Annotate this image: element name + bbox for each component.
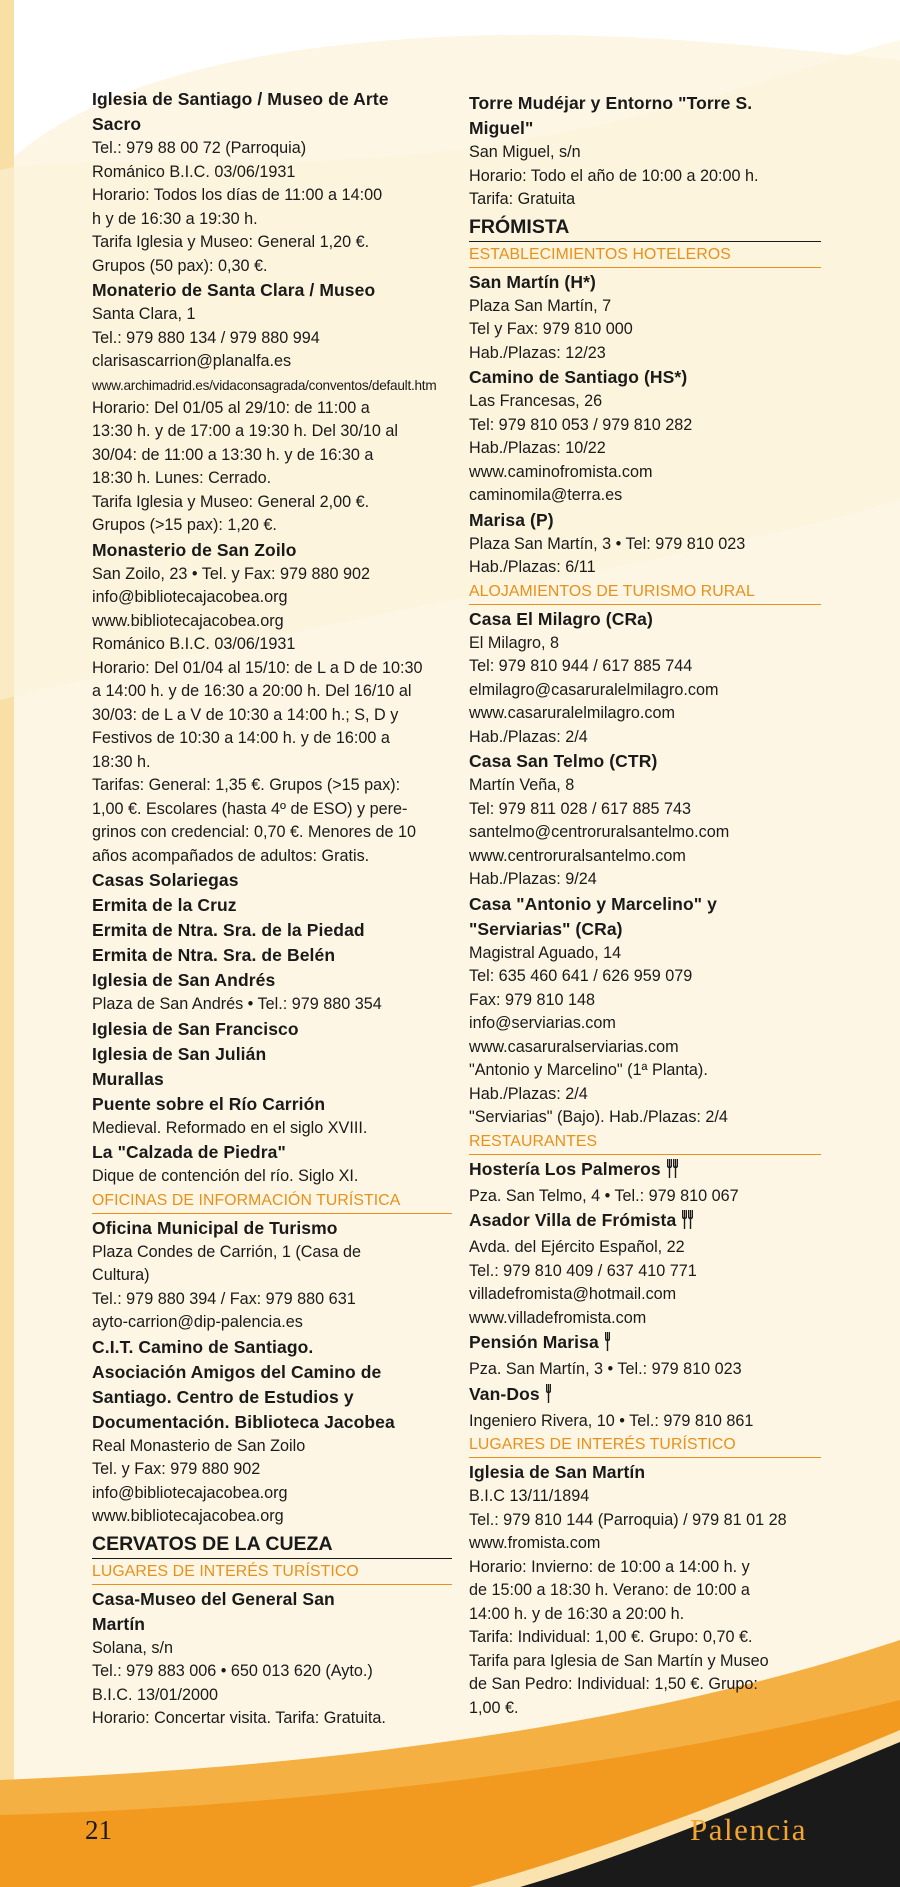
text: OFICINAS DE INFORMACIÓN TURÍSTICA (92, 1191, 401, 1209)
entry-line-small (92, 374, 452, 397)
entry-line (469, 798, 821, 822)
text: Festivos de 10:30 a 14:00 h. y de 16:00 a (92, 729, 390, 747)
text: Hab./Plazas: 2/4 (469, 727, 588, 746)
text: Monaterio de Santa Clara / Museo (92, 280, 376, 300)
text: Tel: 979 811 028 / 617 885 743 (469, 799, 692, 818)
text: Tarifas: General: 1,35 €. Grupos (>15 pax): (92, 776, 401, 794)
entry-line (469, 1579, 821, 1603)
text: Sacro (92, 114, 142, 134)
text: www.fromista.com (469, 1534, 601, 1552)
entry-title (92, 1216, 452, 1241)
entry-title (92, 1092, 452, 1117)
left-column (92, 87, 452, 1731)
text: info@serviarias.com (469, 1014, 616, 1032)
text: Tel. y Fax: 979 880 902 (92, 1460, 261, 1478)
text: Van-Dos (469, 1383, 540, 1404)
text: Ermita de Ntra. Sra. de la Piedad (92, 920, 365, 940)
text: Asociación Amigos del Camino de (92, 1361, 382, 1382)
entry-line (469, 461, 821, 485)
entry-title (92, 943, 452, 968)
entry-title (92, 968, 452, 993)
text: 13:30 h. y de 17:00 a 19:30 h. Del 30/10 al (92, 422, 398, 440)
entry-title (469, 91, 821, 116)
text: Ingeniero Rivera, 10 • Tel.: 979 810 861 (469, 1411, 754, 1430)
text: 14:00 h. y de 16:30 a 20:00 h. (469, 1604, 685, 1623)
text: Iglesia de San Francisco (92, 1018, 299, 1039)
brand-name: Palencia (689, 1812, 807, 1847)
entry-line (469, 390, 821, 414)
text: 18:30 h. (92, 752, 151, 771)
entry-title (92, 1335, 452, 1360)
text: Hab./Plazas: 12/23 (469, 343, 606, 362)
text: Oficina Municipal de Turismo (92, 1217, 338, 1238)
entry-title (469, 892, 821, 917)
entry-line (92, 1637, 452, 1661)
entry-line (92, 420, 452, 444)
entry-line (469, 774, 821, 798)
text: Plaza de San Andrés • Tel.: 979 880 354 (92, 995, 382, 1013)
text: Hab./Plazas: 6/11 (469, 558, 596, 576)
text: Murallas (92, 1068, 164, 1089)
text: Marisa (P) (469, 509, 554, 530)
entry-line (92, 444, 452, 468)
text: Santiago. Centro de Estudios y (92, 1386, 354, 1407)
text: caminomila@terra.es (469, 486, 623, 504)
entry-line (469, 821, 821, 845)
entry-line (469, 295, 821, 319)
text: Iglesia de San Julián (92, 1043, 267, 1064)
entry-line (92, 751, 452, 775)
text: www.bibliotecajacobea.org (92, 1507, 284, 1525)
entry-title (469, 270, 821, 295)
text: Tel.: 979 883 006 • 650 013 620 (Ayto.) (92, 1662, 373, 1680)
entry-line (469, 868, 821, 892)
text: 18:30 h. Lunes: Cerrado. (92, 469, 272, 487)
text: santelmo@centroruralsantelmo.com (469, 823, 730, 841)
entry-title (92, 1140, 452, 1165)
text: 30/03: de L a V de 10:30 a 14:00 h.; S, D y (92, 705, 399, 724)
section-heading (469, 581, 821, 605)
entry-line (469, 165, 821, 189)
text: Hab./Plazas: 9/24 (469, 870, 597, 888)
entry-line (92, 1435, 452, 1459)
text: www.casaruralserviarias.com (469, 1037, 679, 1056)
entry-title (469, 1330, 821, 1358)
entry-line (469, 1185, 821, 1209)
entry-line (92, 303, 452, 327)
entry-title (92, 1410, 452, 1435)
town-heading (92, 1531, 452, 1559)
text: ayto-carrion@dip-palencia.es (92, 1313, 303, 1331)
text: LUGARES DE INTERÉS TURÍSTICO (469, 1436, 736, 1453)
text: Medieval. Reformado en el siglo XVIII. (92, 1118, 368, 1137)
entry-line (92, 586, 452, 610)
text: Casa San Telmo (CTR) (469, 751, 658, 771)
text: Románico B.I.C. 03/06/1931 (92, 635, 296, 653)
entry-line (469, 989, 821, 1013)
text: www.casaruralelmilagro.com (469, 704, 676, 722)
text: Hostería Los Palmeros (469, 1158, 661, 1179)
text: Magistral Aguado, 14 (469, 943, 622, 962)
entry-title (469, 1382, 821, 1410)
entry-line (469, 845, 821, 869)
entry-line (92, 397, 452, 421)
text: Iglesia de San Martín (469, 1462, 646, 1482)
text: Iglesia de Santiago / Museo de Arte (92, 89, 389, 109)
text: "Antonio y Marcelino" (1ª Planta). (469, 1061, 708, 1079)
text: CERVATOS DE LA CUEZA (92, 1532, 333, 1555)
entry-line (92, 1264, 452, 1288)
entry-line (92, 657, 452, 681)
text: Plaza San Martín, 3 • Tel: 979 810 023 (469, 534, 746, 553)
entry-line (92, 350, 452, 374)
entry-line (92, 514, 452, 538)
entry-line (92, 1707, 452, 1731)
text: Tel: 979 810 944 / 617 885 744 (469, 657, 693, 675)
entry-line (469, 1059, 821, 1083)
text: Tarifa: Individual: 1,00 €. Grupo: 0,70 €. (469, 1628, 753, 1646)
entry-line (469, 1283, 821, 1307)
text: Real Monasterio de San Zoilo (92, 1436, 306, 1455)
text: 30/04: de 11:00 a 13:30 h. y de 16:30 a (92, 445, 374, 464)
entry-title (469, 607, 821, 632)
text: Ermita de la Cruz (92, 895, 237, 915)
text: de 15:00 a 18:30 h. Verano: de 10:00 a (469, 1581, 750, 1599)
text: www.centroruralsantelmo.com (469, 846, 686, 865)
text: ESTABLECIMIENTOS HOTELEROS (469, 245, 731, 263)
text: Tel.: 979 880 134 / 979 880 994 (92, 328, 320, 347)
entry-line (469, 1307, 821, 1331)
entry-line (469, 1036, 821, 1060)
restaurant-fork-icon (667, 1159, 679, 1185)
entry-title (92, 1587, 452, 1612)
entry-line (469, 1358, 821, 1382)
section-heading (469, 244, 821, 268)
entry-line (469, 342, 821, 366)
entry-line (469, 1626, 821, 1650)
text: Casa-Museo del General San (92, 1588, 335, 1609)
text: Casa El Milagro (CRa) (469, 608, 653, 629)
entry-title (92, 87, 452, 112)
text: "Serviarias" (CRa) (469, 918, 623, 939)
entry-line (92, 137, 452, 161)
entry-line (92, 1117, 452, 1141)
text: ALOJAMIENTOS DE TURISMO RURAL (469, 582, 755, 600)
entry-title (92, 918, 452, 943)
text: Tarifa Iglesia y Museo: General 2,00 €. (92, 492, 370, 511)
town-heading (469, 214, 821, 242)
text: Ermita de Ntra. Sra. de Belén (92, 945, 336, 965)
entry-line (92, 1684, 452, 1708)
entry-title (92, 1067, 452, 1092)
text: años acompañados de adultos: Gratis. (92, 846, 370, 865)
entry-title (92, 538, 452, 563)
entry-line (92, 774, 452, 798)
text: Plaza San Martín, 7 (469, 296, 612, 315)
text: Horario: Del 01/04 al 15/10: de L a D de 10:30 (92, 658, 423, 677)
entry-line (469, 1106, 821, 1130)
entry-line (469, 318, 821, 342)
entry-line (469, 188, 821, 212)
text: Martín Veña, 8 (469, 776, 575, 794)
entry-title (92, 868, 452, 893)
text: clarisascarrion@planalfa.es (92, 352, 292, 370)
section-heading (469, 1131, 821, 1155)
text: B.I.C 13/11/1894 (469, 1487, 590, 1505)
text: Horario: Del 01/05 al 29/10: de 11:00 a (92, 398, 370, 417)
entry-line (469, 1673, 821, 1697)
entry-line (469, 1236, 821, 1260)
text: Hab./Plazas: 2/4 (469, 1084, 588, 1103)
section-heading (469, 1434, 821, 1458)
text: "Serviarias" (Bajo). Hab./Plazas: 2/4 (469, 1108, 728, 1126)
entry-line (469, 533, 821, 557)
entry-line (92, 821, 452, 845)
text: Documentación. Biblioteca Jacobea (92, 1411, 395, 1432)
text: Horario: Todo el año de 10:00 a 20:00 h. (469, 166, 759, 185)
text: El Milagro, 8 (469, 633, 559, 652)
entry-line (92, 633, 452, 657)
text: Solana, s/n (92, 1638, 173, 1657)
entry-line (469, 1532, 821, 1556)
text: Pza. San Telmo, 4 • Tel.: 979 810 067 (469, 1186, 739, 1205)
entry-line (92, 1482, 452, 1506)
text: Tel y Fax: 979 810 000 (469, 320, 633, 338)
text: 1,00 €. Escolares (hasta 4º de ESO) y pere- (92, 799, 408, 818)
text: San Miguel, s/n (469, 143, 581, 161)
section-heading (92, 1190, 452, 1214)
entry-line (92, 491, 452, 515)
entry-line (469, 726, 821, 750)
entry-line (92, 1505, 452, 1529)
right-column (469, 91, 821, 1720)
entry-line (92, 1165, 452, 1189)
text: Santa Clara, 1 (92, 305, 196, 323)
text: www.villadefromista.com (469, 1308, 647, 1327)
entry-line (469, 1697, 821, 1721)
text: Horario: Concertar visita. Tarifa: Gratuita. (92, 1709, 386, 1727)
entry-line (469, 655, 821, 679)
entry-line (469, 965, 821, 989)
text: Iglesia de San Andrés (92, 970, 276, 990)
entry-line (92, 208, 452, 232)
entry-line (92, 680, 452, 704)
text: Pza. San Martín, 3 • Tel.: 979 810 023 (469, 1360, 742, 1378)
text: Las Francesas, 26 (469, 392, 603, 410)
text: villadefromista@hotmail.com (469, 1285, 677, 1303)
entry-line (92, 563, 452, 587)
entry-line (469, 1410, 821, 1434)
entry-line (92, 845, 452, 869)
entry-line (469, 1509, 821, 1533)
text: Asador Villa de Frómista (469, 1210, 677, 1230)
entry-line (469, 1012, 821, 1036)
entry-line (469, 1650, 821, 1674)
text: Pensión Marisa (469, 1332, 599, 1352)
entry-line (92, 467, 452, 491)
entry-title (92, 1385, 452, 1410)
text: Martín (92, 1613, 146, 1634)
text: C.I.T. Camino de Santiago. (92, 1336, 314, 1357)
text: FRÓMISTA (469, 215, 570, 238)
entry-line (92, 1660, 452, 1684)
text: Fax: 979 810 148 (469, 990, 595, 1009)
entry-line (92, 1311, 452, 1335)
text: Tarifa: Gratuita (469, 190, 576, 208)
text: grinos con credencial: 0,70 €. Menores de 10 (92, 823, 416, 841)
entry-title (92, 278, 452, 303)
text: Tel.: 979 88 00 72 (Parroquia) (92, 139, 307, 157)
entry-title (469, 1460, 821, 1485)
entry-line (469, 1556, 821, 1580)
entry-line (469, 1083, 821, 1107)
text: www.bibliotecajacobea.org (92, 611, 284, 630)
entry-title (469, 1157, 821, 1185)
text: Miguel" (469, 118, 534, 138)
text: Grupos (50 pax): 0,30 €. (92, 256, 268, 275)
text: info@bibliotecajacobea.org (92, 588, 288, 606)
entry-line (469, 702, 821, 726)
text: Tel.: 979 810 144 (Parroquia) / 979 81 01 28 (469, 1510, 787, 1529)
entry-line (92, 1241, 452, 1265)
text: h y de 16:30 a 19:30 h. (92, 209, 258, 228)
restaurant-fork-icon (605, 1332, 611, 1358)
text: Torre Mudéjar y Entorno "Torre S. (469, 93, 753, 113)
text: Tarifa Iglesia y Museo: General 1,20 €. (92, 233, 370, 251)
entry-line (469, 679, 821, 703)
text: La "Calzada de Piedra" (92, 1142, 286, 1162)
entry-title (469, 917, 821, 942)
entry-title (92, 1360, 452, 1385)
entry-line (469, 1603, 821, 1627)
entry-title (469, 116, 821, 141)
entry-title (92, 112, 452, 137)
entry-line (469, 1260, 821, 1284)
entry-title (469, 508, 821, 533)
entry-line (92, 993, 452, 1017)
text: San Martín (H*) (469, 271, 596, 292)
text: Plaza Condes de Carrión, 1 (Casa de (92, 1242, 362, 1261)
entry-title (92, 1017, 452, 1042)
text: RESTAURANTES (469, 1132, 598, 1150)
entry-line (92, 704, 452, 728)
entry-title (469, 365, 821, 390)
text: Casas Solariegas (92, 870, 239, 890)
entry-line (92, 231, 452, 255)
text: Cultura) (92, 1266, 150, 1284)
entry-line (92, 1458, 452, 1482)
entry-line (469, 141, 821, 165)
text: Horario: Invierno: de 10:00 a 14:00 h. y (469, 1557, 750, 1576)
entry-line (469, 942, 821, 966)
entry-line (92, 727, 452, 751)
entry-line (92, 184, 452, 208)
entry-title (469, 1208, 821, 1236)
entry-line (92, 1288, 452, 1312)
entry-line (469, 1485, 821, 1509)
text: a 14:00 h. y de 16:30 a 20:00 h. Del 16/10 al (92, 682, 412, 700)
entry-line (469, 484, 821, 508)
entry-line (92, 610, 452, 634)
text: Casa "Antonio y Marcelino" y (469, 893, 717, 914)
entry-title (92, 1612, 452, 1637)
text: www.caminofromista.com (469, 462, 653, 481)
text: Románico B.I.C. 03/06/1931 (92, 162, 296, 181)
text: 1,00 €. (469, 1698, 519, 1717)
entry-line (92, 255, 452, 279)
text: elmilagro@casaruralelmilagro.com (469, 680, 719, 699)
text: Dique de contención del río. Siglo XI. (92, 1167, 359, 1185)
text: info@bibliotecajacobea.org (92, 1483, 288, 1502)
restaurant-fork-icon (682, 1210, 694, 1236)
section-heading (92, 1561, 452, 1585)
text: San Zoilo, 23 • Tel. y Fax: 979 880 902 (92, 564, 371, 583)
entry-line (92, 327, 452, 351)
text: B.I.C. 13/01/2000 (92, 1685, 218, 1704)
text: www.archimadrid.es/vidaconsagrada/conventos/default.htm (92, 377, 437, 393)
text: Camino de Santiago (HS*) (469, 367, 688, 387)
entry-line (92, 798, 452, 822)
text: LUGARES DE INTERÉS TURÍSTICO (92, 1562, 359, 1580)
text: de San Pedro: Individual: 1,50 €. Grupo: (469, 1675, 758, 1693)
page-number: 21 (85, 1815, 112, 1845)
entry-line (469, 632, 821, 656)
text: Tel: 635 460 641 / 626 959 079 (469, 967, 693, 985)
text: Avda. del Ejército Español, 22 (469, 1238, 685, 1256)
entry-line (469, 556, 821, 580)
restaurant-fork-icon (546, 1384, 552, 1410)
text: Monasterio de San Zoilo (92, 539, 297, 560)
entry-title (469, 749, 821, 774)
text: Grupos (>15 pax): 1,20 €. (92, 516, 277, 534)
entry-line (469, 437, 821, 461)
text: Tarifa para Iglesia de San Martín y Museo (469, 1651, 769, 1670)
text: Horario: Todos los días de 11:00 a 14:00 (92, 186, 383, 204)
text: Tel.: 979 810 409 / 637 410 771 (469, 1261, 697, 1280)
entry-line (92, 161, 452, 185)
text: Puente sobre el Río Carrión (92, 1093, 326, 1114)
entry-title (92, 893, 452, 918)
entry-line (469, 414, 821, 438)
entry-title (92, 1042, 452, 1067)
text: Tel.: 979 880 394 / Fax: 979 880 631 (92, 1289, 356, 1308)
text: Tel: 979 810 053 / 979 810 282 (469, 415, 693, 434)
text: Hab./Plazas: 10/22 (469, 439, 606, 457)
